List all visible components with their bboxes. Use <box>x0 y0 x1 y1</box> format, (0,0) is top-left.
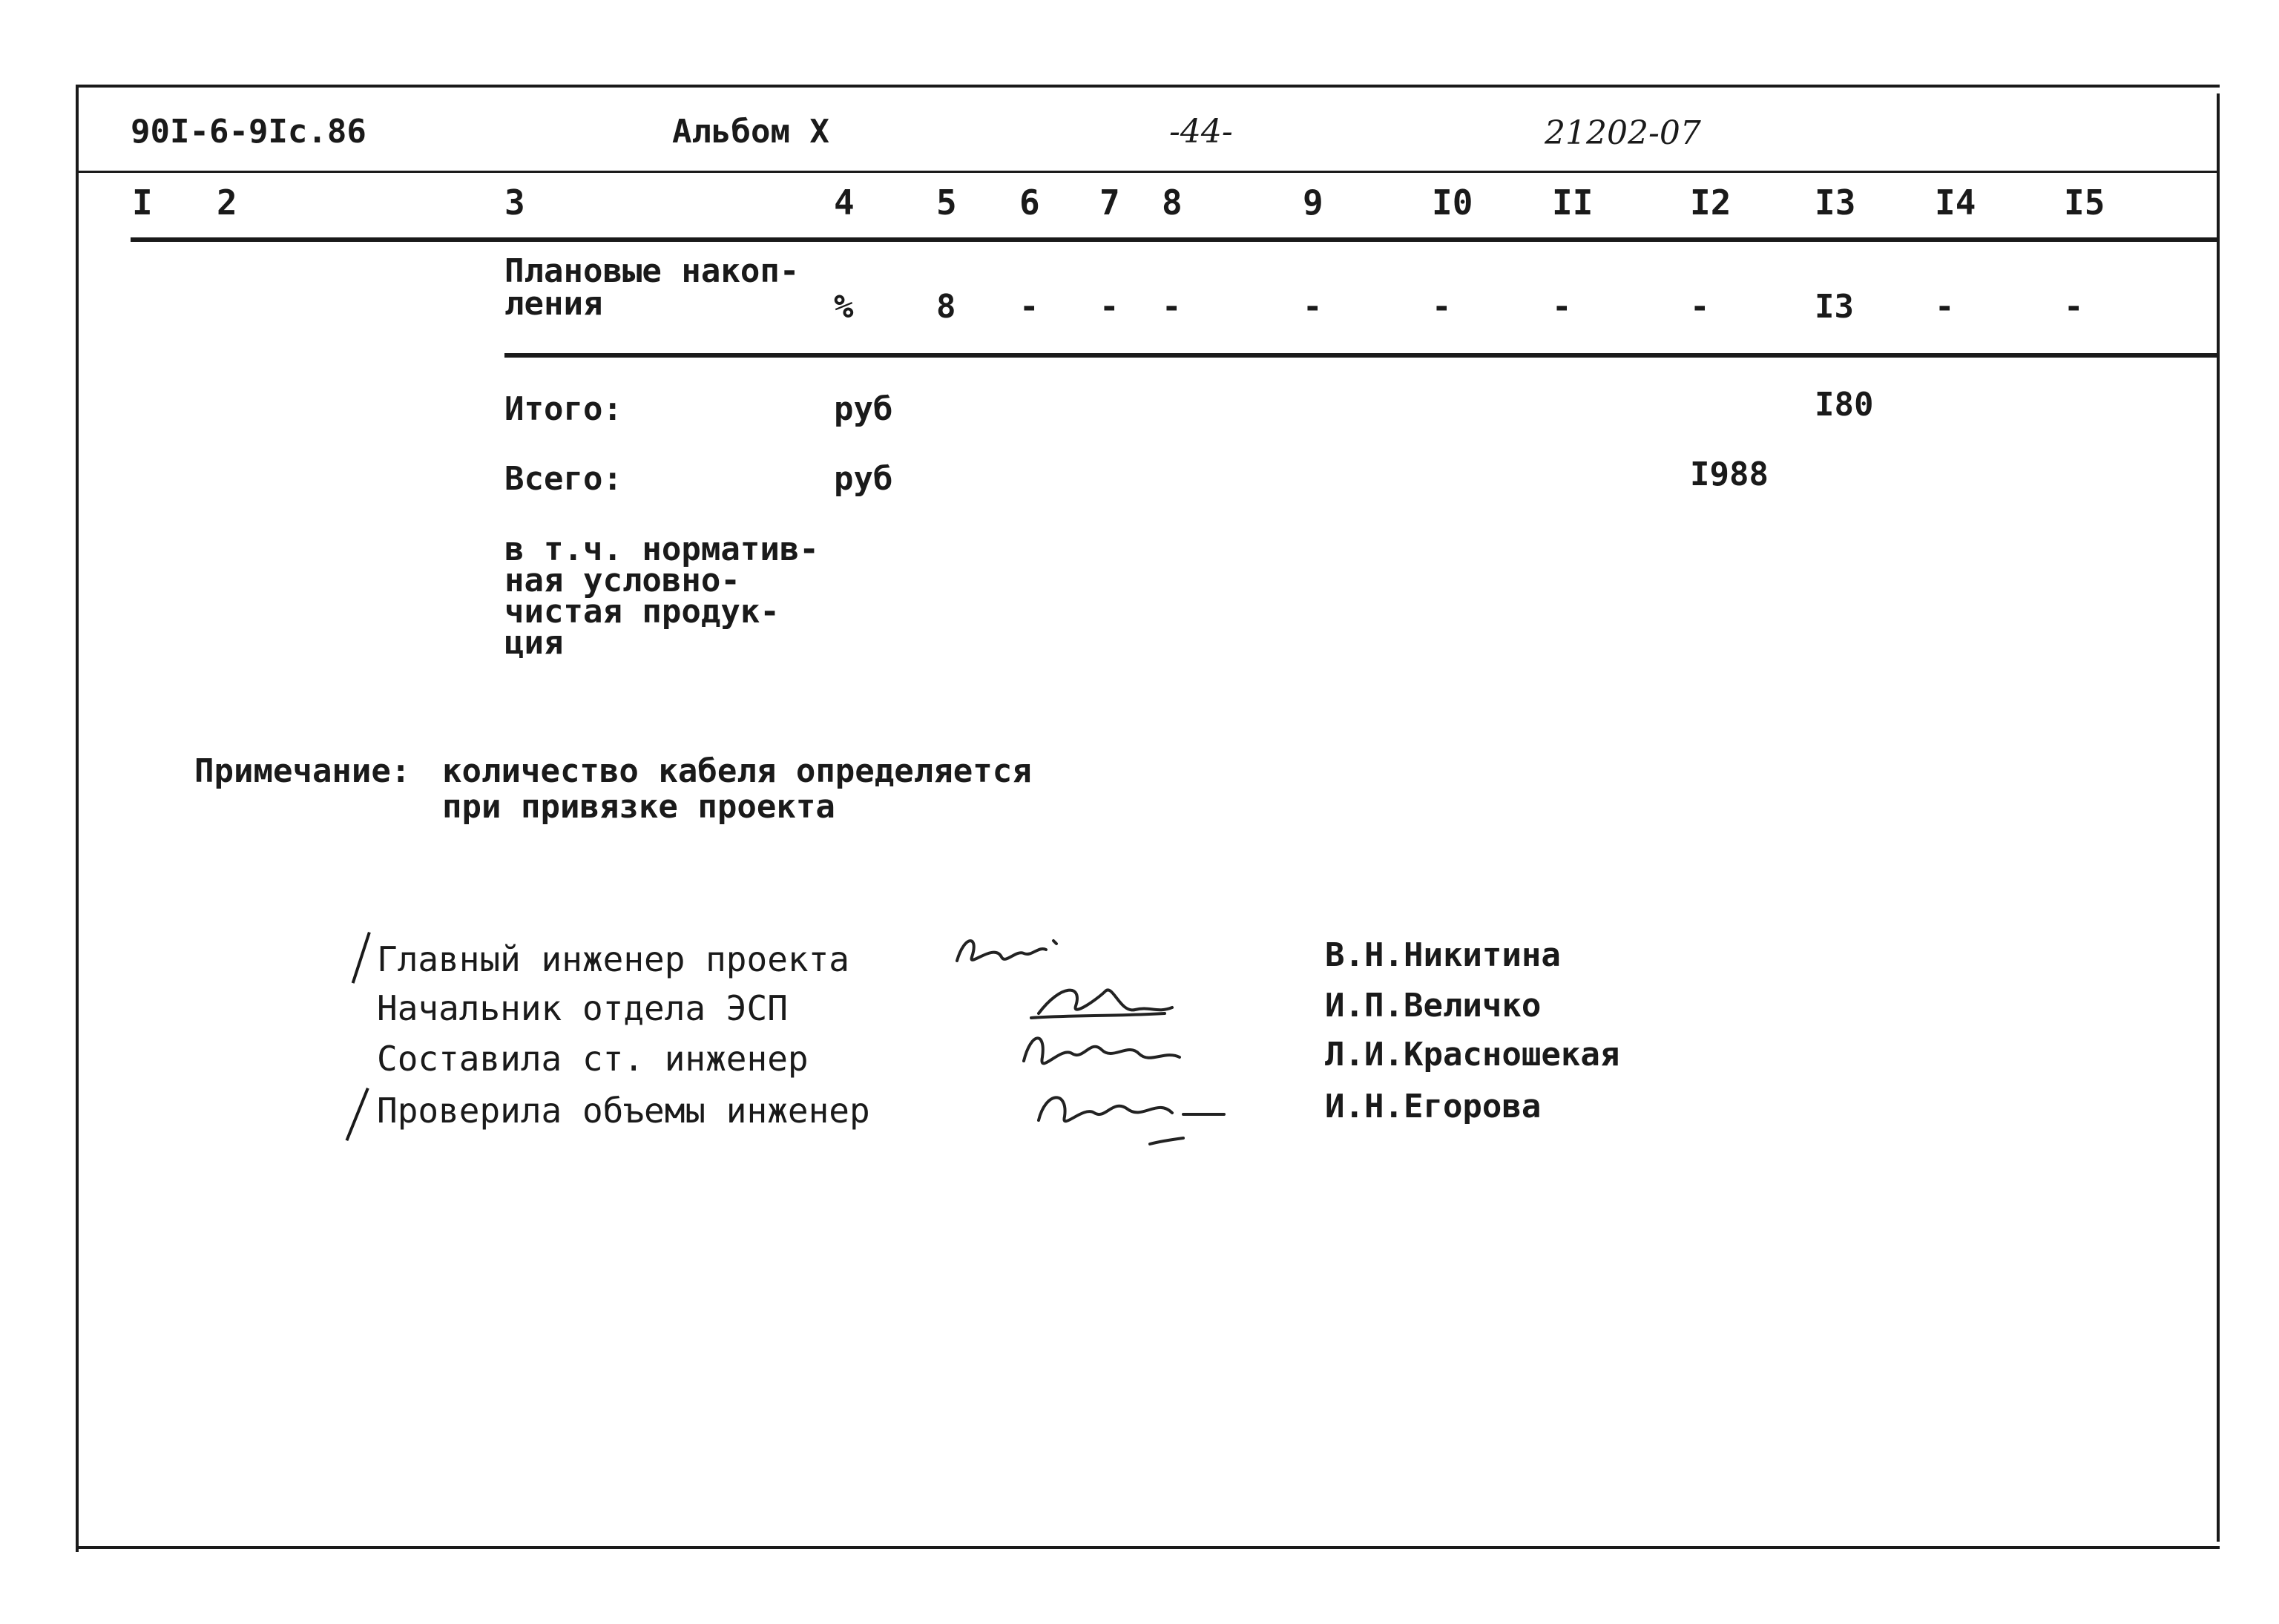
column-number-3: 3 <box>504 183 525 223</box>
column-numbers-divider <box>131 237 2217 242</box>
note-text: количество кабеля определяется при привязке проекта <box>442 752 1032 826</box>
column-number-13: I3 <box>1815 183 1856 223</box>
sheet-code: 21202-07 <box>1545 114 1701 152</box>
planned-row-divider <box>504 353 2217 358</box>
signature-name-1: В.Н.Никитина <box>1325 936 1561 974</box>
frame-right-border <box>2217 93 2220 1542</box>
planned-row-unit: % <box>834 288 854 326</box>
signature-role-3: Составила ст. инженер <box>377 1039 809 1079</box>
planned-row-name: Плановые накоп- ления <box>504 252 800 323</box>
column-number-9: 9 <box>1303 183 1323 223</box>
column-number-5: 5 <box>936 183 957 223</box>
planned-row-col10: - <box>1432 288 1452 326</box>
frame-top-border <box>79 85 2220 88</box>
planned-row-col12: - <box>1690 288 1710 326</box>
signature-department-head <box>1024 969 1187 1028</box>
signature-name-3: Л.И.Красношекая <box>1325 1036 1620 1074</box>
planned-row-col6: - <box>1019 288 1039 326</box>
column-number-7: 7 <box>1099 183 1120 223</box>
column-number-15: I5 <box>2064 183 2105 223</box>
column-number-6: 6 <box>1019 183 1040 223</box>
column-number-12: I2 <box>1690 183 1732 223</box>
normative-row-name: в т.ч. норматив- ная условно- чистая продук- ция <box>504 530 819 662</box>
note-label: Примечание: <box>194 752 411 790</box>
planned-row-col7: - <box>1099 288 1119 326</box>
planned-row-col8: - <box>1162 288 1182 326</box>
frame-left-border <box>76 85 79 1552</box>
column-number-8: 8 <box>1162 183 1183 223</box>
column-number-1: I <box>132 183 153 223</box>
album-title: Альбом X <box>672 113 829 151</box>
subtotal-row-unit: руб <box>834 390 893 428</box>
planned-row-col14: - <box>1935 288 1955 326</box>
signature-name-2: И.П.Величко <box>1325 987 1542 1025</box>
frame-bottom-border <box>76 1546 2220 1549</box>
column-number-11: II <box>1552 183 1594 223</box>
planned-row-col9: - <box>1303 288 1323 326</box>
total-row-unit: руб <box>834 460 893 498</box>
signature-role-2: Начальник отдела ЭСП <box>377 988 788 1028</box>
signature-name-4: И.Н.Егорова <box>1325 1088 1542 1125</box>
signature-senior-engineer <box>1009 1024 1202 1083</box>
planned-row-col5: 8 <box>936 288 956 326</box>
total-row-col12: I988 <box>1690 456 1769 493</box>
signature-role-1: Главный инженер проекта <box>377 939 849 979</box>
column-number-10: I0 <box>1432 183 1473 223</box>
signature-role-4: Проверила объемы инженер <box>377 1091 870 1131</box>
column-number-14: I4 <box>1935 183 1976 223</box>
subtotal-row-name: Итого: <box>504 390 622 428</box>
planned-row-col11: - <box>1552 288 1572 326</box>
column-number-4: 4 <box>834 183 855 223</box>
page-number: -44- <box>1169 113 1233 151</box>
planned-row-col15: - <box>2064 288 2084 326</box>
column-number-2: 2 <box>217 183 237 223</box>
subtotal-row-col13: I80 <box>1815 386 1874 424</box>
header-divider <box>79 171 2220 173</box>
total-row-name: Всего: <box>504 460 622 498</box>
signature-mark-top <box>352 932 371 984</box>
doc-code: 90I-6-9Ic.86 <box>131 113 366 151</box>
signature-mark-bottom <box>346 1088 369 1141</box>
signature-volumes-engineer <box>1024 1076 1246 1157</box>
planned-row-col13: I3 <box>1815 288 1854 326</box>
